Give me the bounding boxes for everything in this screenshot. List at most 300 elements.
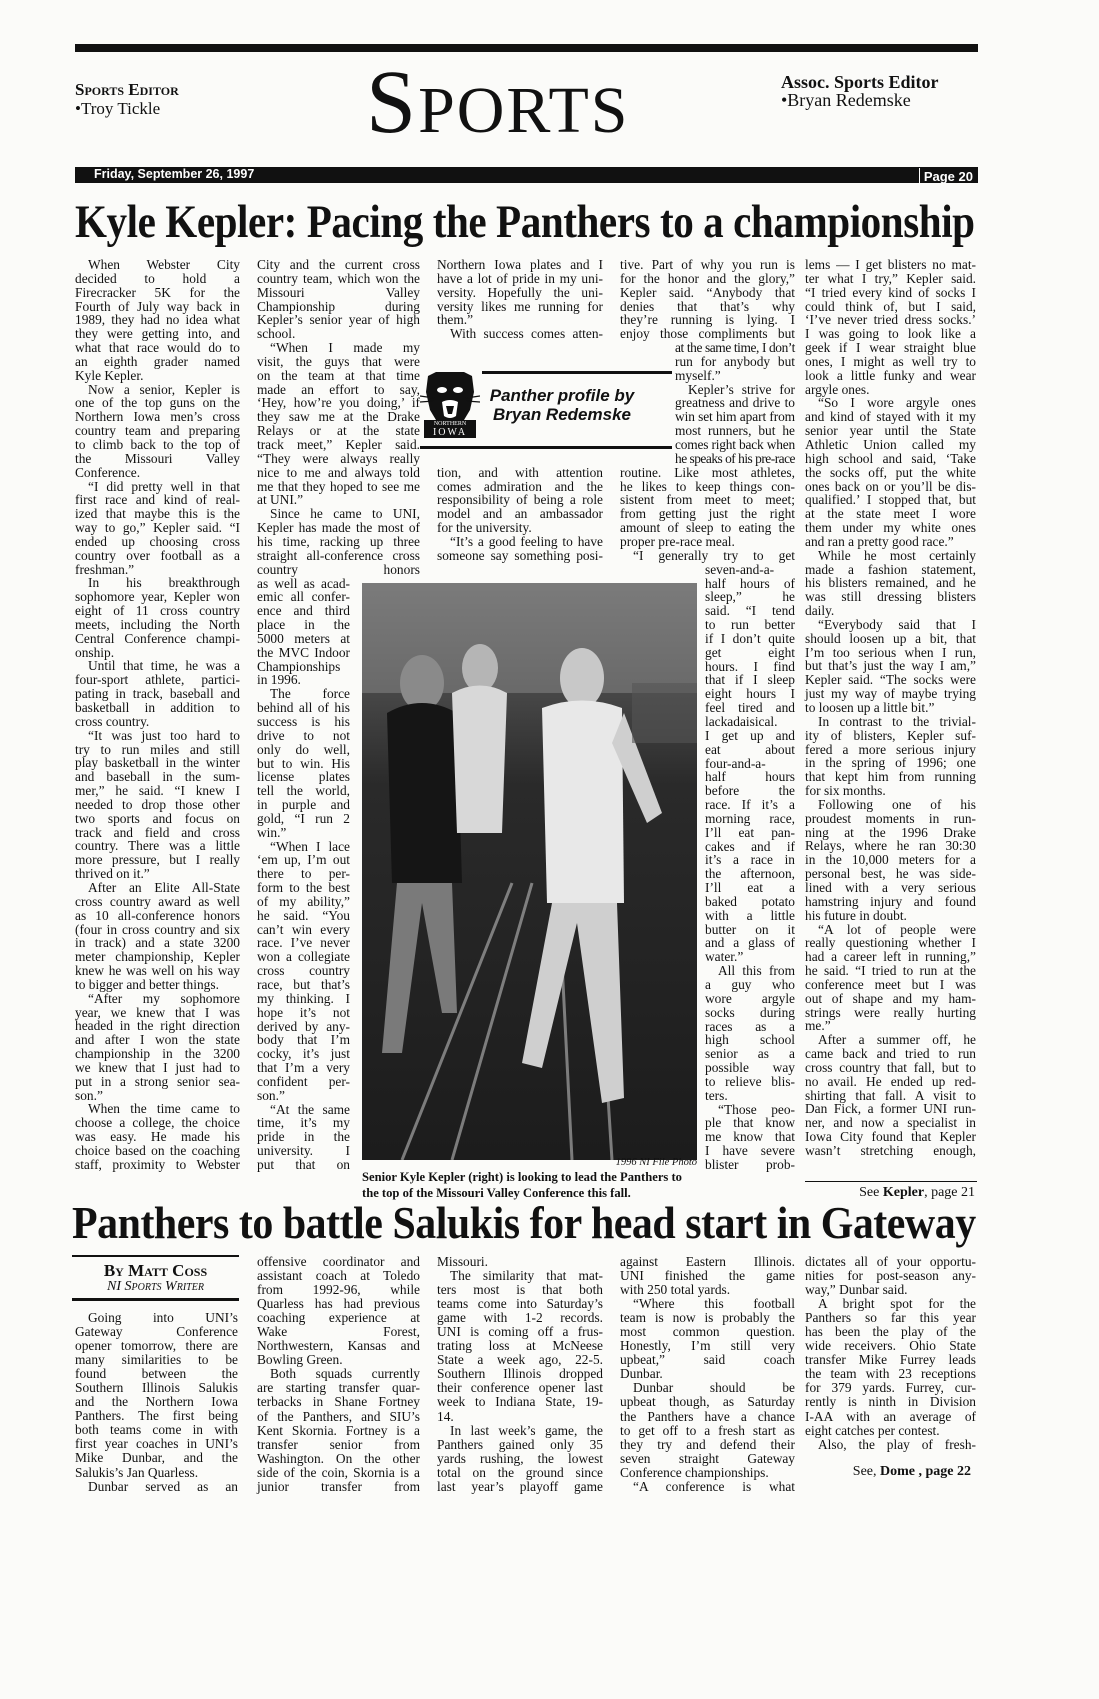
paragraph: [75, 480, 240, 577]
text-line: Dan Fick, a former UNI run-: [805, 1101, 976, 1117]
text-line: has been the play of the: [805, 1324, 976, 1340]
text-line: confident per-: [257, 1073, 350, 1089]
text-line: “It’s a good feeling to have: [450, 533, 603, 549]
text-column-k4a: [620, 258, 795, 341]
text-line: the Panthers have a chance: [620, 1408, 795, 1424]
text-line: I’m too serious when I run,: [805, 644, 976, 660]
kepler-headline: Kyle Kepler: Pacing the Panthers to a championship: [75, 196, 975, 248]
text-line: his time, racking up three: [257, 533, 420, 549]
profile-author: Bryan Redemske: [493, 405, 631, 424]
byline-rule-bottom: [72, 1298, 239, 1301]
text-line: but that’s just the way I am,”: [805, 658, 976, 674]
text-line: hours. I find: [705, 658, 795, 674]
text-line: in track) and a state 3200: [75, 935, 240, 951]
text-line: play basketball in the winter: [75, 755, 240, 771]
text-line: feel tired and: [705, 700, 795, 716]
text-line: ones back on or you’ll be dis-: [805, 478, 976, 494]
text-line: an eighth grader named: [75, 353, 240, 369]
text-line: his blisters remained, and he: [805, 575, 976, 591]
text-line: baked potato: [705, 893, 795, 909]
paragraph: [437, 327, 603, 341]
paragraph: [75, 729, 240, 881]
jump-prefix: See,: [852, 1464, 880, 1479]
text-line: With success comes atten-: [450, 326, 603, 342]
text-line: tion, and with attention: [437, 464, 603, 480]
text-line: versity. Hopefully the uni-: [437, 284, 603, 300]
paragraph: [675, 383, 795, 466]
text-line: routine. Like most athletes,: [620, 464, 795, 480]
text-line: lined with a very serious: [805, 879, 976, 895]
paragraph: [620, 549, 795, 563]
paragraph: [437, 1424, 603, 1494]
text-line: both teams come in with: [75, 1422, 238, 1438]
text-line: fered a more serious injury: [805, 741, 976, 757]
photo-caption-line-1: Senior Kyle Kepler (right) is looking to lead the Panthers to: [362, 1170, 682, 1184]
text-line: City and the current cross: [257, 257, 420, 272]
jump-prefix: See: [859, 1185, 883, 1200]
text-line: to loosen up a little bit.”: [805, 700, 935, 715]
text-line: Conference championships.: [620, 1464, 769, 1480]
issue-date: Friday, September 26, 1997: [94, 167, 255, 181]
text-line: onship.: [75, 644, 115, 660]
text-line: in the 10,000 meters for a: [805, 852, 976, 868]
text-line: 14.: [437, 1408, 454, 1424]
text-line: he speaks of his pre-race: [675, 450, 795, 466]
assoc-editor-name: •Bryan Redemske: [781, 90, 911, 110]
text-line: if I don’t quite: [705, 630, 795, 646]
text-line: team is now is probably the: [620, 1310, 795, 1326]
text-line: get eight: [705, 644, 795, 660]
text-line: knew he was well on his way: [75, 963, 240, 979]
text-line: “So I wore argyle ones: [818, 395, 976, 411]
text-line: “When I made my: [270, 340, 420, 356]
paragraph: [437, 466, 603, 535]
text-line: of the Panthers, and SIU’s: [257, 1408, 420, 1424]
paragraph: [257, 341, 420, 507]
text-line: it’s a race in: [705, 852, 795, 868]
text-line: their conference opener last: [437, 1380, 603, 1396]
text-line: most runners, but he: [675, 423, 795, 439]
paragraph: [805, 1033, 976, 1158]
text-line: body that I’m: [257, 1032, 350, 1048]
text-line: A bright spot for the: [818, 1296, 976, 1312]
paragraph: [620, 1255, 795, 1297]
text-line: ple that know: [705, 1115, 795, 1131]
text-line: sleep,” he: [705, 589, 795, 605]
text-line: lackadaisical.: [705, 713, 778, 729]
text-line: year, we knew that I was: [75, 1004, 240, 1020]
text-line: nice to me and always told: [257, 464, 420, 480]
text-line: ters most is that both: [437, 1282, 603, 1298]
paragraph: [805, 549, 976, 618]
text-line: All this from: [718, 963, 795, 979]
text-line: visit, the guys that were: [257, 353, 420, 369]
text-line: eight hours I: [705, 686, 795, 702]
panther-logo: [420, 370, 480, 438]
text-line: myself.”: [675, 367, 721, 383]
text-line: game with 1-2 records.: [437, 1310, 603, 1326]
sports-editor-name: •Troy Tickle: [75, 99, 161, 118]
paragraph: [75, 659, 240, 728]
text-line: derived by any-: [257, 1018, 350, 1034]
text-line: at the same time, I don’t: [675, 340, 795, 356]
text-line: Southern Illinois Salukis: [75, 1380, 238, 1396]
text-line: the team with 23 receptions: [805, 1366, 976, 1382]
paragraph: [437, 1255, 603, 1269]
text-line: “Those peo-: [718, 1101, 795, 1117]
text-line: Iowa City found that Kepler: [805, 1129, 976, 1145]
text-line: country team, which won the: [257, 270, 420, 286]
text-line: blister prob-: [705, 1156, 795, 1172]
text-line: me.”: [805, 1018, 831, 1034]
text-line: upbeat,” said coach: [620, 1352, 795, 1368]
text-line: made an effort to say,: [257, 381, 420, 397]
text-line: Also, the play of fresh-: [818, 1436, 976, 1452]
text-line: I-AA with an average of: [805, 1408, 976, 1424]
text-line: me that they hoped to see me: [257, 478, 420, 494]
text-line: to run better: [705, 617, 795, 633]
text-line: staff, proximity to Webster: [75, 1156, 240, 1172]
text-line: that if I sleep: [705, 672, 795, 688]
text-line: first year coaches in UNI’s: [75, 1436, 238, 1452]
paragraph: [620, 466, 795, 549]
text-line: “They were always really: [257, 450, 420, 466]
text-line: “When I lace: [270, 838, 350, 854]
text-line: ‘Hey, how’re you doing,’ if: [257, 395, 420, 411]
jump-rule-kepler: [805, 1181, 977, 1182]
text-line: out of shape and my ham-: [805, 990, 976, 1006]
text-line: had a career left in running,”: [805, 949, 976, 965]
salukis-headline: Panthers to battle Salukis for head start in Gateway: [72, 1198, 976, 1248]
text-line: four-sport athlete, partici-: [75, 672, 240, 688]
text-line: Kent Skornia. Fortney is a: [257, 1422, 420, 1438]
text-line: Relays or at the state: [257, 423, 420, 439]
text-line: lems — I get blisters no mat-: [805, 257, 976, 272]
text-line: ‘em up, I’m out: [257, 852, 350, 868]
text-line: amount of sleep to eating the: [620, 520, 795, 536]
text-line: I was going to look like a: [805, 326, 976, 342]
text-line: he likes to keep things con-: [620, 478, 795, 494]
text-line: to climb back to the top of: [75, 436, 240, 452]
jump-name: Dome , page 22: [880, 1464, 971, 1479]
text-line: cakes and if: [705, 838, 795, 854]
byline: By Matt Coss: [103, 1261, 208, 1280]
text-line: dictates all of your opportu-: [805, 1254, 976, 1269]
text-line: to bigger and better things.: [75, 976, 219, 992]
text-line: for 379 yards. Furrey, cur-: [805, 1380, 976, 1396]
text-line: of my ability,”: [257, 893, 350, 909]
text-line: Fourth of July way back in: [75, 298, 240, 314]
page-number: Page 20: [919, 168, 975, 185]
text-line: eight of 11 cross country: [75, 603, 240, 619]
text-line: ters.: [705, 1087, 728, 1103]
text-line: the MVC Indoor: [257, 644, 350, 660]
text-line: Now a senior, Kepler is: [88, 381, 240, 397]
paragraph: [805, 396, 976, 548]
paragraph: [805, 715, 976, 798]
text-line: cross country: [257, 963, 350, 979]
paragraph: [257, 1367, 420, 1493]
text-line: Panthers. The first being: [75, 1408, 238, 1424]
text-line: university. I: [257, 1143, 350, 1159]
text-line: possible way: [705, 1060, 795, 1076]
text-line: After a summer off, he: [818, 1032, 976, 1048]
text-column-k2b: [257, 577, 350, 1172]
text-line: Conference.: [75, 464, 141, 480]
text-line: morning race,: [705, 810, 795, 826]
text-line: sophomore year, Kepler won: [75, 589, 240, 605]
text-line: track and field and cross: [75, 824, 240, 840]
text-line: on the team at that time: [257, 367, 420, 383]
paragraph: [437, 1269, 603, 1424]
text-line: and a glass of: [705, 935, 795, 951]
text-line: upbeat though, as Saturday: [620, 1394, 795, 1410]
text-line: as 10 all-conference honors: [75, 907, 240, 923]
text-line: Mike Dunbar, and the: [75, 1450, 238, 1466]
text-line: with a little: [705, 907, 795, 923]
text-line: Dunbar should be: [633, 1380, 795, 1396]
paragraph: [437, 258, 603, 327]
text-line: drive to not: [257, 727, 350, 743]
text-line: Dunbar served as an: [88, 1478, 238, 1494]
text-line: senior as a: [705, 1046, 795, 1062]
paragraph: [257, 1103, 350, 1172]
paragraph: [805, 1255, 976, 1297]
text-line: won a collegiate: [257, 949, 350, 965]
text-column-k5: [805, 258, 976, 1158]
text-line: “Where this football: [633, 1296, 795, 1312]
text-line: I’ll eat a: [705, 880, 795, 896]
text-line: model and an ambassador: [437, 506, 603, 522]
text-line: “A lot of people were: [818, 921, 976, 937]
text-line: Gateway Conference: [75, 1324, 238, 1340]
text-line: for the honor and the glory,”: [620, 270, 795, 286]
paragraph: [257, 840, 350, 1103]
text-line: “Everybody said that I: [818, 616, 976, 632]
logo-text-iowa: IOWA: [432, 427, 468, 438]
text-line: opener tomorrow, there are: [75, 1338, 238, 1354]
text-line: high school and said, ‘Take: [805, 450, 976, 466]
text-line: and baseball in the sum-: [75, 769, 240, 785]
text-line: Until that time, he was a: [88, 658, 240, 674]
text-line: seven-and-a-: [705, 561, 775, 577]
text-line: with 250 total yards.: [620, 1282, 731, 1298]
text-line: decided to hold a: [75, 270, 240, 286]
photo-credit: 1996 NI File Photo: [615, 1157, 697, 1168]
text-line: geek if I wear straight blue: [805, 340, 976, 356]
text-line: most common question.: [620, 1324, 795, 1340]
text-line: Panthers gained only 35: [437, 1436, 603, 1452]
paragraph: [257, 687, 350, 839]
text-line: freshman.”: [75, 561, 135, 577]
text-line: thrived on it.”: [75, 866, 150, 882]
text-line: Northern Iowa men’s cross: [75, 409, 240, 425]
text-line: ner, and now a specialist in: [805, 1115, 976, 1131]
text-line: way,” Dunbar said.: [805, 1282, 908, 1298]
text-line: try to run miles and still: [75, 741, 240, 757]
text-line: high school: [705, 1032, 795, 1048]
text-line: side of the coin, Skornia is a: [257, 1464, 420, 1480]
text-line: In his breakthrough: [88, 575, 240, 591]
text-column-s3: [437, 1255, 603, 1494]
text-line: only do well,: [257, 741, 350, 757]
text-line: Missouri.: [437, 1254, 488, 1269]
text-line: I’ll eat pan-: [705, 824, 795, 840]
text-line: cross country award as well: [75, 893, 240, 909]
text-line: country honors: [257, 561, 420, 577]
text-line: put in a strong senior sea-: [75, 1073, 240, 1089]
photo-caption-line-2: the top of the Missouri Valley Conference this fall.: [362, 1186, 631, 1200]
text-line: In last week’s game, the: [450, 1422, 603, 1438]
text-line: way to go,” Kepler said. “I: [75, 520, 240, 536]
text-line: me know that: [705, 1129, 795, 1145]
text-line: as well as acad-: [257, 575, 350, 591]
section-title-initial: S: [366, 53, 419, 152]
paragraph: [75, 881, 240, 992]
text-line: meter championship, Kepler: [75, 949, 240, 965]
text-line: water.”: [705, 949, 744, 965]
text-column-k4c: [620, 466, 795, 563]
text-line: them.”: [437, 312, 474, 328]
assoc-editor-label: Assoc. Sports Editor: [781, 72, 939, 92]
text-line: them under my white ones: [805, 520, 976, 536]
text-line: many similarities to be: [75, 1352, 238, 1368]
text-line: basketball in addition to: [75, 700, 240, 715]
byline-role: NI Sports Writer: [107, 1279, 204, 1294]
text-line: “At the same: [270, 1101, 350, 1117]
text-line: denies that that’s why: [620, 298, 795, 314]
text-line: comes admiration and the: [437, 478, 603, 494]
paragraph: [257, 507, 420, 576]
text-line: personal best, he was side-: [805, 866, 976, 882]
text-line: ized that maybe this is the: [75, 506, 240, 522]
paragraph: [620, 1480, 795, 1494]
text-line: The force: [270, 686, 350, 702]
text-line: four-and-a-: [705, 755, 766, 771]
runners-photo: [362, 583, 697, 1160]
text-line: what that race would do to: [75, 340, 240, 356]
text-line: “I tried every kind of socks I: [805, 284, 976, 300]
text-line: junior transfer from: [257, 1478, 420, 1494]
text-line: “It was just too hard to: [88, 727, 240, 743]
text-line: choice based on the coaching: [75, 1143, 240, 1158]
text-line: Wake Forest,: [257, 1324, 420, 1340]
text-line: was still dressing blisters: [805, 589, 976, 605]
text-line: at UNI.”: [257, 492, 304, 508]
text-line: Kyle Kepler.: [75, 367, 144, 383]
text-line: Firecracker 5K for the: [75, 284, 240, 300]
text-line: rently is ninth in Division: [805, 1394, 976, 1410]
text-line: was easy. He made his: [75, 1129, 240, 1145]
text-line: my thinking. I: [257, 990, 350, 1006]
text-line: eight catches per contest.: [805, 1422, 940, 1438]
text-line: butter on it: [705, 921, 795, 937]
text-line: the afternoon,: [705, 866, 795, 882]
text-line: at the state meet I wore: [805, 506, 976, 522]
text-line: terbacks in Shane Fortney: [257, 1394, 420, 1410]
text-line: against Eastern Illinois.: [620, 1254, 795, 1269]
byline-rule-top: [72, 1255, 239, 1257]
paragraph: [75, 1311, 238, 1480]
text-line: have a lot of pride in my uni-: [437, 270, 603, 286]
text-line: Kepler has made the most of: [257, 520, 420, 536]
text-line: they saw me at the Drake: [257, 409, 420, 425]
text-line: he said. “You: [257, 907, 350, 923]
text-line: tell the world,: [257, 783, 350, 799]
text-line: Southern Illinois dropped: [437, 1366, 603, 1382]
text-line: straight all-conference cross: [257, 547, 420, 563]
text-line: race, but that’s: [257, 977, 350, 993]
text-line: Northern Iowa plates and I: [437, 257, 603, 272]
text-line: The similarity that mat-: [450, 1268, 603, 1284]
text-line: ning at the 1996 Drake: [805, 824, 976, 840]
text-line: from 1992-96, while: [257, 1282, 420, 1298]
text-line: “I generally try to get: [633, 547, 795, 563]
text-line: ended up choosing cross: [75, 533, 240, 549]
text-line: school.: [257, 326, 296, 342]
text-line: Bowling Green.: [257, 1352, 343, 1368]
text-line: gold, “I run 2: [257, 810, 350, 826]
section-title-rest: PORTS: [418, 74, 630, 147]
text-line: should loosen up a bit, that: [805, 630, 976, 646]
text-line: transfer Mike Furrey leads: [805, 1352, 976, 1368]
text-line: proudest moments in run-: [805, 810, 976, 826]
text-line: to relieve blis-: [705, 1073, 795, 1089]
text-line: in purple and: [257, 797, 350, 813]
text-column-s4: [620, 1255, 795, 1494]
text-line: Central Conference champi-: [75, 630, 240, 646]
text-line: and ran a pretty good race.”: [805, 533, 954, 549]
text-column-k3b: [437, 466, 603, 563]
text-line: son.”: [75, 1087, 103, 1103]
text-column-k2a: [257, 258, 420, 576]
text-line: a guy who: [705, 977, 795, 992]
text-line: “I did pretty well in that: [88, 478, 240, 494]
text-line: time, it’s my: [257, 1115, 350, 1131]
text-line: Kepler’s senior year of high: [257, 312, 420, 328]
text-line: I get up and: [705, 727, 795, 743]
text-line: greatness and drive to: [675, 395, 795, 411]
text-line: the socks off, put the white: [805, 464, 976, 480]
text-line: Kepler said. “Anybody that: [620, 284, 795, 300]
text-line: license plates: [257, 769, 350, 785]
text-line: pride in the: [257, 1129, 350, 1145]
text-line: proper pre-race meal.: [620, 533, 735, 549]
text-line: argyle ones.: [805, 381, 870, 397]
paragraph: [705, 964, 795, 1102]
text-line: someone say something posi-: [437, 547, 603, 563]
text-line: son.”: [257, 1087, 285, 1103]
text-line: country team and preparing: [75, 423, 240, 439]
text-line: wide receivers. Ohio State: [805, 1338, 976, 1354]
profile-rule-bottom: [420, 446, 672, 449]
text-line: total on the ground since: [437, 1464, 603, 1480]
text-line: cross country.: [75, 713, 150, 729]
text-line: responsibility of being a role: [437, 492, 603, 508]
text-line: look a little funky and wear: [805, 367, 976, 383]
text-line: cocky, it’s just: [257, 1046, 350, 1062]
text-line: and after I won the state: [75, 1032, 240, 1048]
text-line: form to the best: [257, 880, 350, 896]
text-line: In contrast to the trivial-: [818, 713, 976, 729]
text-line: are starting transfer quar-: [257, 1380, 420, 1396]
text-line: in 1996.: [257, 672, 301, 688]
paragraph: [805, 923, 976, 1034]
text-line: versity likes me running for: [437, 298, 603, 314]
text-line: the Missouri Valley: [75, 450, 240, 466]
text-line: two sports and focus on: [75, 810, 240, 826]
text-line: Quarless has had previous: [257, 1296, 420, 1312]
